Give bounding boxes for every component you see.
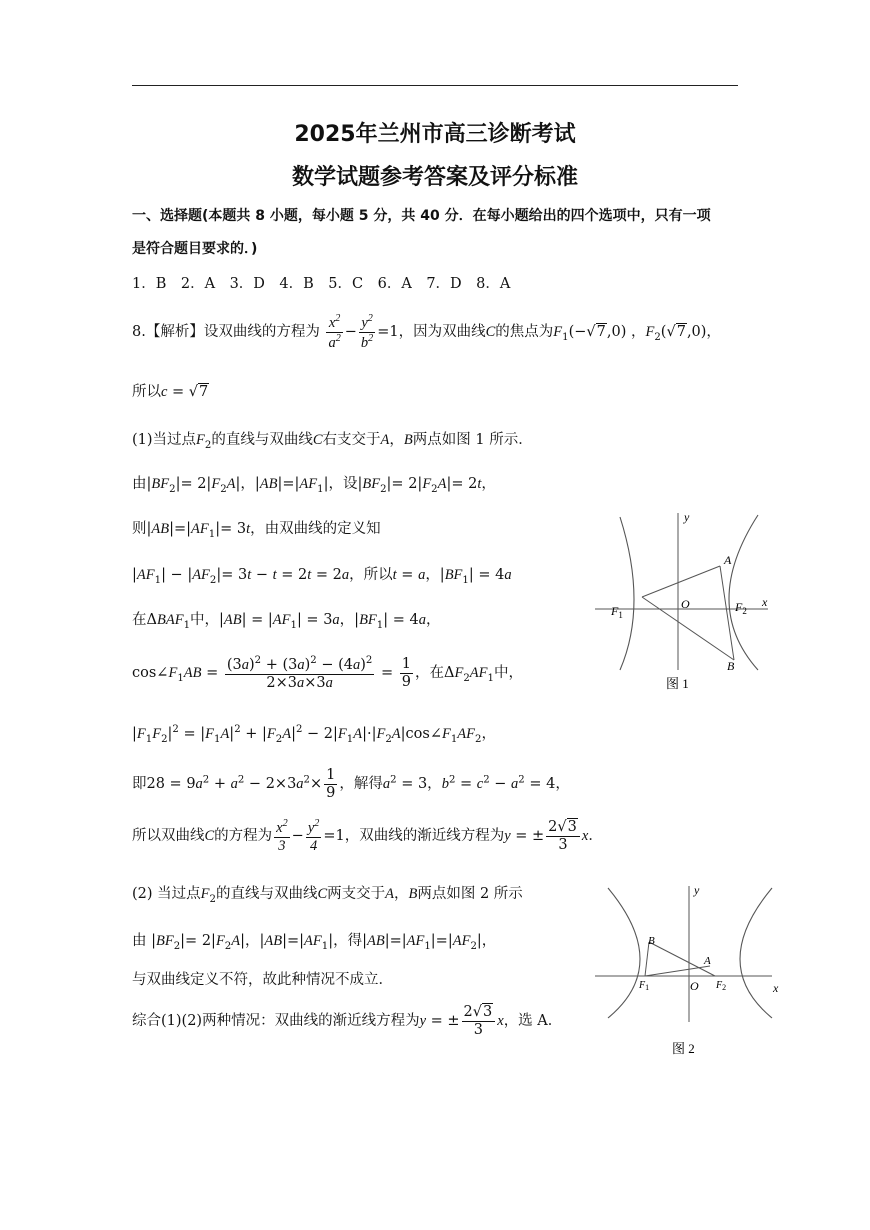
label-o: O <box>690 979 699 993</box>
label-f1-sub: 1 <box>645 983 650 992</box>
segment-f1b <box>645 942 649 976</box>
solution-line-3: (1)当过点$F_2$的直线与双曲线C右支交于A，B两点如图 1 所示． <box>132 432 533 451</box>
solution-line-11: 所以双曲线C的方程为 $\frac{x^2}{3}$ − $\frac{y^2}{4}$ =1，双曲线的渐近线方程为y = ± $\frac{2√3}{3}$ x． <box>132 818 603 854</box>
page-title: 2025年兰州市高三诊断考试 <box>294 122 576 147</box>
text: 的焦点为 <box>495 324 554 340</box>
label-f1-sub: 1 <box>618 610 623 620</box>
solution-line-1: 8.【解析】设双曲线的方程为 $\frac{x^2}{a^2}$ − $\frac{y^2}{b^2}$ =1，因为双曲线C的焦点为$F_1(-√7,0)$ ，$F_2(√7,0)$， <box>132 313 721 351</box>
text: (1)当过点 <box>132 432 197 448</box>
formula: $\frac{x^2}{a^2}$ <box>328 313 341 351</box>
figure-2-caption: 图 2 <box>672 1041 695 1056</box>
label-x: x <box>762 595 768 609</box>
solution-line-7: 在$\Delta BAF_1$中，$|AB| = |AF_1| = 3a$，$|BF_1| = 4a$， <box>132 612 441 631</box>
solution-line-14: 与双曲线定义不符，故此种情况不成立． <box>132 972 393 988</box>
right-branch <box>729 515 758 670</box>
figure-1 <box>590 505 780 700</box>
solution-line-12: (2) 当过点$F_2$的直线与双曲线C两支交于A，B两点如图 2 所示 <box>132 886 523 905</box>
solution-line-2: 所以c = √7 <box>132 384 209 400</box>
label-f1-letter: F <box>611 604 619 618</box>
text: ，双曲线的渐近线方程为 <box>344 828 505 845</box>
text: 的方程为 <box>214 828 273 845</box>
label-x: x <box>773 981 779 995</box>
label-b: B <box>727 659 735 673</box>
text: ，所以 <box>349 567 393 583</box>
label-a: A <box>724 553 732 567</box>
label-f1-letter: F <box>639 980 646 991</box>
label-f2 <box>734 600 747 616</box>
text: ，解得 <box>339 776 383 793</box>
text: 即 <box>132 776 147 793</box>
text: ，在 <box>414 665 444 682</box>
text: 由 <box>132 933 147 949</box>
answer-key: 1．B 2．A 3．D 4．B 5．C 6．A 7．D 8．A <box>132 276 511 292</box>
text: 的直线与双曲线 <box>215 886 318 902</box>
solution-line-13: 由 $|BF_2|= 2|F_2A|$，$|AB|=|AF_1|$，得$|AB|=|AF_1|=|AF_2|$， <box>132 933 497 952</box>
page-subtitle: 数学试题参考答案及评分标准 <box>291 165 578 190</box>
text: ，因为双曲线 <box>398 324 486 340</box>
section-heading: 一、选择题(本题共 8 小题，每小题 5 分，共 40 分．在每小题给出的四个选项中，只有一项 <box>132 208 711 224</box>
label-f2-letter: F <box>735 600 743 614</box>
label-y: y <box>684 510 690 524</box>
label-f2-sub: 2 <box>722 983 727 992</box>
solution-line-5: 则$|AB|=|AF_1|= 3t$，由双曲线的定义知 <box>132 521 381 540</box>
text: (2) 当过点 <box>132 886 201 902</box>
text: 8.【解析】设双曲线的方程为 <box>132 324 320 340</box>
solution-line-6: $|AF_1| - |AF_2|= 3t - t = 2t = 2a$，所以t = a，$|BF_1| = 4a$ <box>132 567 512 586</box>
text: 两点如图 1 所示． <box>412 432 533 448</box>
label-f2-letter: F <box>716 980 723 991</box>
label-y: y <box>694 883 700 897</box>
label-b: B <box>648 935 655 947</box>
label-f1 <box>638 980 649 992</box>
text: 的直线与双曲线 <box>211 432 313 448</box>
text: 所以双曲线 <box>132 828 205 845</box>
label-f1 <box>610 604 623 620</box>
text: 两支交于 <box>327 886 386 902</box>
segment-f1a <box>645 966 710 976</box>
label-a: A <box>704 955 711 967</box>
text: 综合(1)(2)两种情况：双曲线的渐近线方程为 <box>132 1013 420 1030</box>
text: 由 <box>132 476 147 492</box>
right-branch <box>740 888 772 1018</box>
left-branch <box>620 517 634 670</box>
solution-line-4: 由$|BF_2|= 2|F_2A|$，$|AB|=|AF_1|$，设$|BF_2|= 2|F_2A|= 2t$， <box>132 476 496 495</box>
left-branch <box>608 888 640 1018</box>
label-f2-sub: 2 <box>742 606 747 616</box>
segment-ab <box>720 566 734 660</box>
text: ，选 A． <box>503 1013 563 1030</box>
solution-line-10: 即$28 = 9a^2 + a^2 - 2\times 3a^2\times$ $\frac{1}{9}$ ，解得$a^2 = 3$，$b^2 = c^2 - a^2 = 4$， <box>132 767 570 801</box>
text: 中， <box>493 665 523 682</box>
text: 两点如图 2 所示 <box>417 886 523 902</box>
segment-f1a <box>642 566 720 597</box>
text: 右支交于 <box>322 432 381 448</box>
figure-2 <box>590 880 790 1060</box>
text: 则 <box>132 521 147 537</box>
text: 中， <box>190 612 220 628</box>
text: 在 <box>132 612 147 628</box>
top-rule <box>132 85 738 86</box>
label-f2 <box>715 980 726 992</box>
text: ，得 <box>333 933 363 949</box>
section-heading-cont: 是符合题目要求的．) <box>132 241 258 257</box>
text: ，由双曲线的定义知 <box>250 521 381 537</box>
solution-line-8: $\cos\angle F_1AB$ = $\frac{(3a)^2 + (3a)^2 - (4a)^2}{2\times 3a\times 3a}$ = $\frac{1}{9}$ ，在$\Delta F_2AF_1$中， <box>132 655 523 691</box>
text: ，设 <box>328 476 358 492</box>
solution-line-9: $|F_1F_2|^2 = |F_1A|^2 + |F_2A|^2$ − $2|F_1A|\cdot|F_2A|\cos\angle F_1AF_2$， <box>132 724 496 745</box>
text: 所以 <box>132 384 161 400</box>
figure-1-caption: 图 1 <box>666 676 689 691</box>
solution-line-15: 综合(1)(2)两种情况：双曲线的渐近线方程为y = ± $\frac{2√3}{3}$ x，选 A． <box>132 1004 563 1038</box>
label-o: O <box>681 597 690 611</box>
